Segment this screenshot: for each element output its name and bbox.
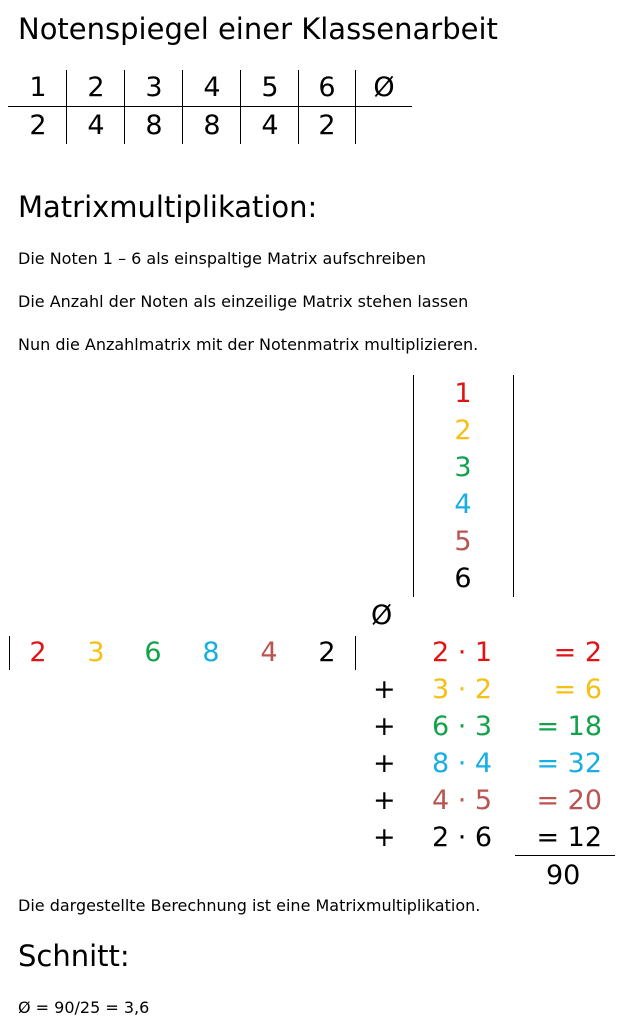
column-matrix-entry: 5 [454,526,472,557]
instruction-step: Nun die Anzahlmatrix mit der Notenmatrix multiplizieren. [18,335,479,354]
matrix-bracket-left [9,636,10,670]
table-divider [66,70,67,144]
product-result: = 32 [536,748,602,779]
count-cell: 2 [29,110,47,141]
product-term: 4 · 5 [432,785,493,816]
plus-sign: + [373,785,396,816]
average-symbol: Ø [371,600,393,631]
plus-sign: + [373,674,396,705]
product-result: = 12 [536,822,602,853]
grade-header-cell: 3 [145,72,163,103]
column-matrix-entry: 1 [454,378,472,409]
count-cell: 4 [261,110,279,141]
count-cell: 2 [318,110,336,141]
product-term: 3 · 2 [432,674,493,705]
product-result: = 2 [553,637,602,668]
grade-header-cell: 2 [87,72,105,103]
grade-header-cell: 5 [261,72,279,103]
column-matrix-entry: 2 [454,415,472,446]
row-matrix-entry: 2 [318,637,336,668]
table-divider [240,70,241,144]
section-heading-matrix: Matrixmultiplikation: [18,190,318,224]
row-matrix-entry: 6 [144,637,162,668]
instruction-step: Die Noten 1 – 6 als einspaltige Matrix aufschreiben [18,249,427,268]
instruction-step: Die Anzahl der Noten als einzeilige Matrix stehen lassen [18,292,469,311]
column-matrix-entry: 3 [454,452,472,483]
count-cell: 4 [87,110,105,141]
row-matrix-entry: 3 [87,637,105,668]
product-term: 8 · 4 [432,748,493,779]
product-result: = 6 [553,674,602,705]
product-term: 2 · 1 [432,637,493,668]
conclusion-text: Die dargestellte Berechnung ist eine Matrixmultiplikation. [18,896,481,915]
product-result: = 18 [536,711,602,742]
page-title: Notenspiegel einer Klassenarbeit [18,12,498,46]
column-matrix-entry: 4 [454,489,472,520]
product-result: = 20 [536,785,602,816]
section-heading-average: Schnitt: [18,939,130,973]
plus-sign: + [373,711,396,742]
row-matrix-entry: 4 [260,637,278,668]
grade-header-cell: 6 [318,72,336,103]
grade-header-cell: 1 [29,72,47,103]
table-divider [124,70,125,144]
matrix-bracket-left [413,375,414,597]
average-header-cell: Ø [373,72,395,103]
matrix-bracket-right [355,636,356,670]
matrix-bracket-right [513,375,514,597]
sum-line [515,855,615,856]
average-formula: Ø = 90/25 = 3,6 [18,998,150,1017]
sum-total: 90 [546,860,581,891]
product-term: 6 · 3 [432,711,493,742]
table-divider [355,70,356,144]
grade-header-cell: 4 [203,72,221,103]
product-term: 2 · 6 [432,822,493,853]
table-divider [298,70,299,144]
table-divider-horizontal [8,106,412,107]
plus-sign: + [373,748,396,779]
table-divider [182,70,183,144]
count-cell: 8 [203,110,221,141]
row-matrix-entry: 8 [202,637,220,668]
column-matrix-entry: 6 [454,563,472,594]
row-matrix-entry: 2 [29,637,47,668]
count-cell: 8 [145,110,163,141]
plus-sign: + [373,822,396,853]
